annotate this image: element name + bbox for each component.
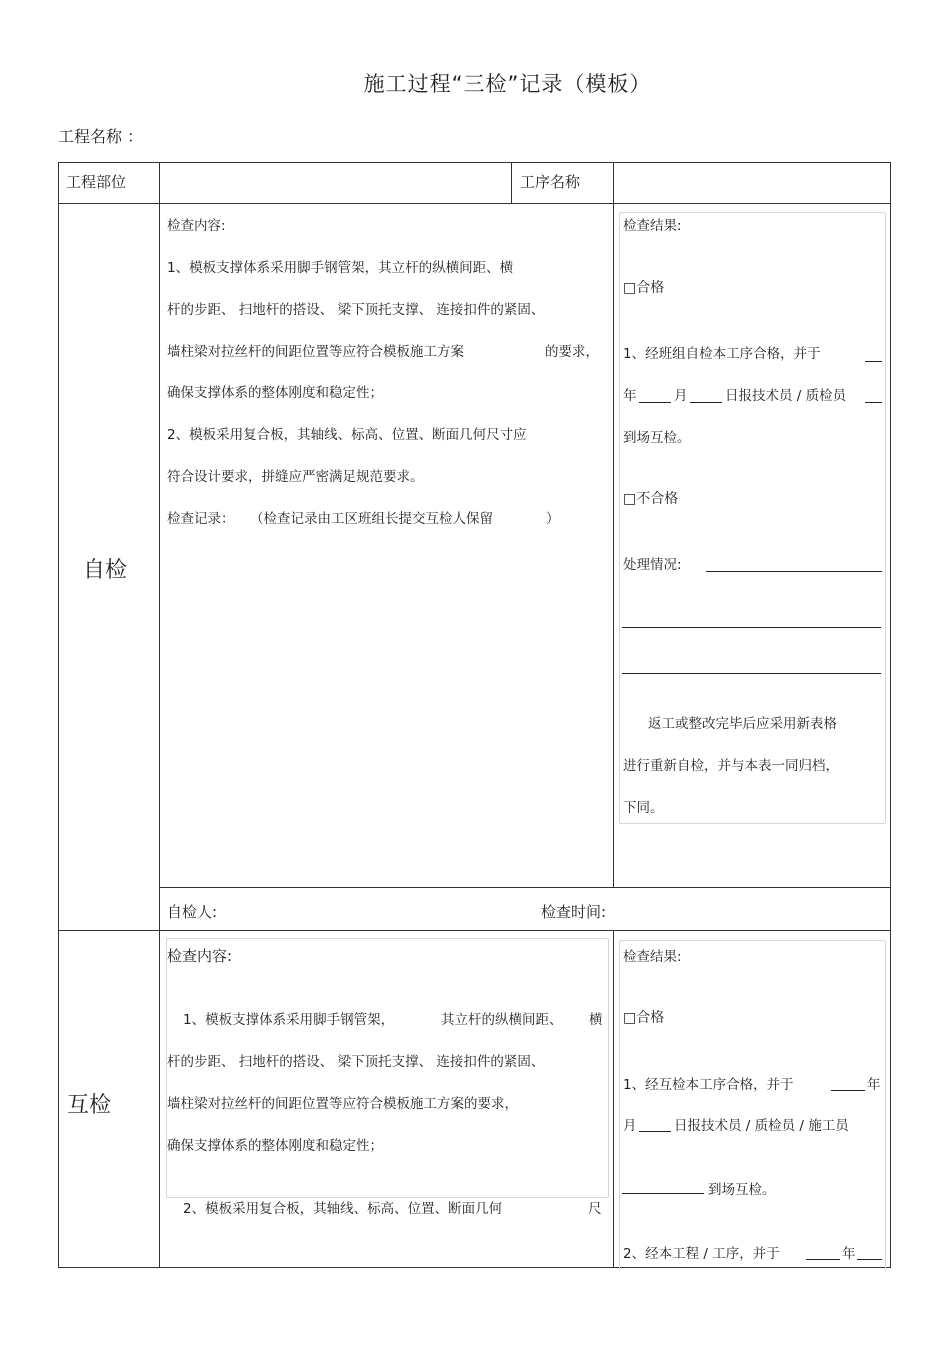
self-handling-blank-3[interactable] (622, 673, 881, 674)
mutual-content-line-1a: 1、模板支撑体系采用脚手钢管架， (183, 1012, 395, 1028)
mutual-month-blank-2[interactable] (857, 1259, 882, 1260)
process-label: 工序名称 (520, 173, 581, 191)
self-day-blank[interactable] (690, 402, 722, 403)
self-check-label: 自检 (83, 558, 128, 583)
mutual-content-line-2: 杆的步距、 扫地杆的搭设、 梁下顶托支撑、 连接扣件的紧固、 (167, 1054, 545, 1070)
self-pass-checkbox[interactable]: □合格 (623, 280, 665, 296)
mutual-content-line-5: 2、模板采用复合板，其轴线、标高、位置、断面几何 (183, 1201, 503, 1217)
self-handling-blank-1[interactable] (706, 571, 882, 572)
mutual-content-line-3: 墙柱梁对拉丝杆的间距位置等应符合模板施工方案的要求， (167, 1096, 518, 1112)
mutual-result-box (619, 940, 886, 1271)
self-month-label: 月 (674, 388, 688, 404)
self-report-to: 日报技术员 / 质检员 (725, 388, 847, 404)
self-content-line-3b: 的要求， (545, 344, 599, 360)
project-name-label: 工程名称 ： (58, 127, 144, 146)
self-note-line-3: 下同。 (623, 800, 664, 816)
self-time-field[interactable] (622, 892, 887, 926)
self-note-line-2: 进行重新自检，并与本表一同归档， (623, 758, 839, 774)
mutual-check-label: 互检 (67, 1093, 112, 1118)
mutual-pass-line-4: 2、经本工程 / 工序，并于 (623, 1246, 780, 1262)
self-staff-blank[interactable] (865, 402, 882, 403)
mutual-staff-blank[interactable] (622, 1193, 704, 1194)
self-pass-line-3: 到场互检。 (623, 430, 691, 446)
self-result-box (619, 212, 886, 824)
process-value-field[interactable] (615, 164, 889, 202)
mutual-content-title: 检查内容: (167, 947, 233, 965)
self-month-blank[interactable] (639, 402, 671, 403)
self-content-line-3: 墙柱梁对拉丝杆的间距位置等应符合模板施工方案 (167, 344, 464, 360)
mutual-year-blank-2[interactable] (806, 1259, 840, 1260)
mutual-year-blank[interactable] (831, 1090, 865, 1091)
self-year-label: 年 (623, 388, 637, 404)
self-record-note: （检查记录由工区班组长提交互检人保留 (250, 511, 493, 527)
self-fail-checkbox[interactable]: □不合格 (623, 491, 679, 507)
self-record-label: 检查记录： (167, 511, 235, 527)
mutual-pass-line-3: 到场互检。 (708, 1182, 776, 1198)
mutual-year-label-2: 年 (842, 1246, 856, 1262)
mutual-result-title: 检查结果: (623, 949, 682, 965)
self-inspector-field[interactable] (232, 892, 522, 926)
self-result-title: 检查结果: (623, 218, 682, 234)
part-label: 工程部位 (66, 173, 127, 191)
self-content-line-4: 确保支撑体系的整体刚度和稳定性； (167, 385, 383, 401)
mutual-content-line-1b: 其立杆的纵横间距、 (441, 1012, 563, 1028)
self-content-line-6: 符合设计要求，拼缝应严密满足规范要求。 (167, 469, 424, 485)
mutual-content-line-1c: 横 (589, 1012, 603, 1028)
self-time-label: 检查时间: (541, 903, 607, 921)
part-value-field[interactable] (161, 164, 510, 202)
self-content-line-5: 2、模板采用复合板，其轴线、标高、位置、断面几何尺寸应 (167, 427, 527, 443)
mutual-content-line-5b: 尺 (588, 1201, 602, 1217)
self-note-line-1: 返工或整改完毕后应采用新表格 (648, 716, 837, 732)
mutual-month-label: 月 (623, 1118, 637, 1134)
self-content-line-1: 1、模板支撑体系采用脚手钢管架，其立杆的纵横间距、横 (167, 260, 514, 276)
mutual-year-label: 年 (867, 1077, 881, 1093)
mutual-report-to: 日报技术员 / 质检员 / 施工员 (674, 1118, 849, 1134)
self-date-blank-start[interactable] (865, 361, 882, 362)
mutual-day-blank[interactable] (639, 1131, 671, 1132)
self-pass-line-1: 1、经班组自检本工序合格，并于 (623, 346, 821, 362)
mutual-pass-line-1: 1、经互检本工序合格，并于 (623, 1077, 794, 1093)
page-title: 施工过程“三检”记录（模板） (363, 72, 652, 96)
self-handling-label: 处理情况: (623, 557, 682, 573)
self-record-close: ） (546, 511, 560, 527)
self-content-title: 检查内容: (167, 218, 226, 234)
self-handling-blank-2[interactable] (622, 627, 881, 628)
mutual-content-line-4: 确保支撑体系的整体刚度和稳定性； (167, 1138, 383, 1154)
self-inspector-label: 自检人: (167, 903, 218, 921)
self-content-line-2: 杆的步距、 扫地杆的搭设、 梁下顶托支撑、 连接扣件的紧固、 (167, 302, 545, 318)
mutual-pass-checkbox[interactable]: □合格 (623, 1010, 665, 1026)
